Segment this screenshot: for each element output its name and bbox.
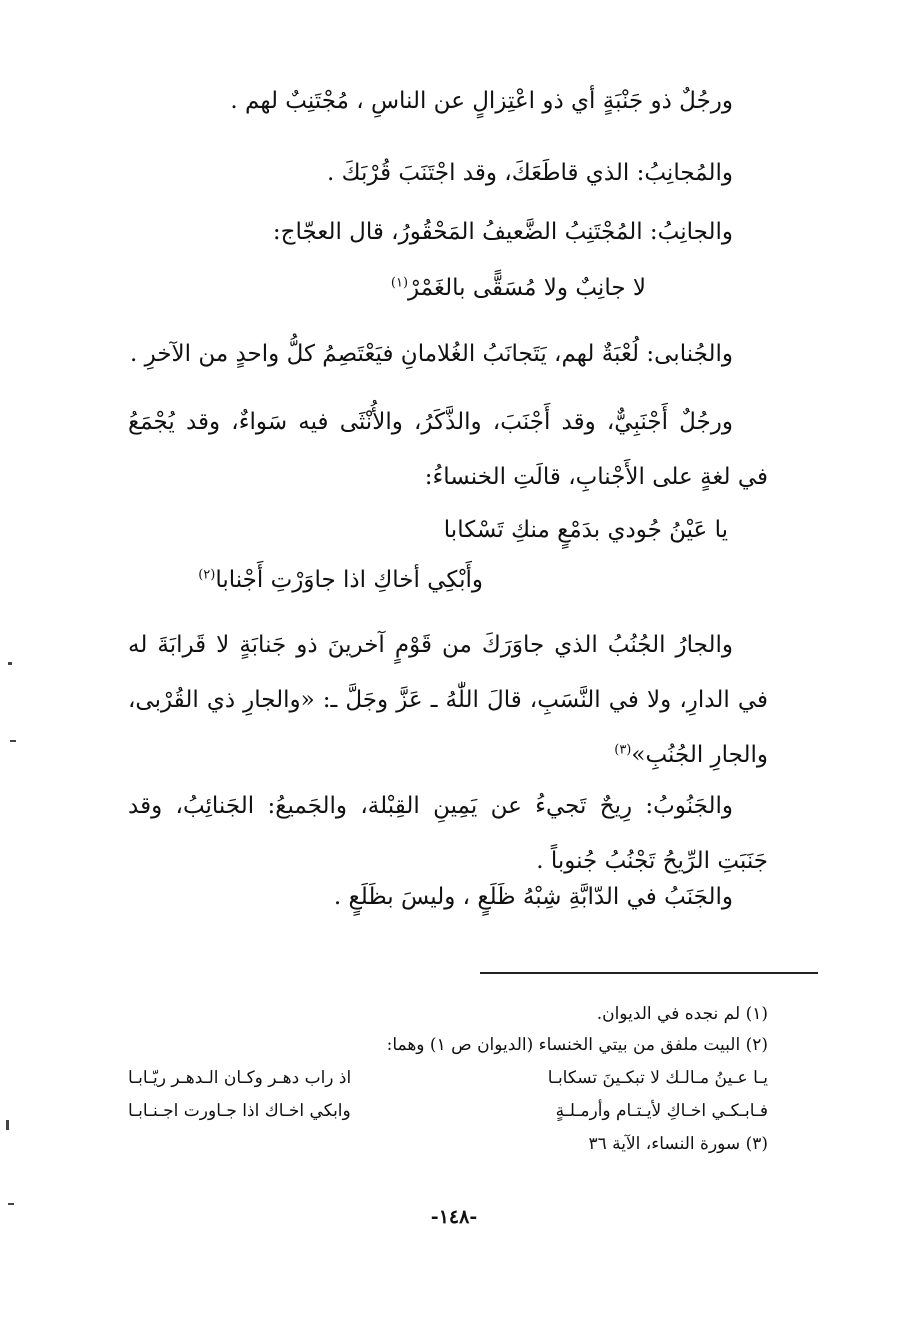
paragraph-1: ورجُلٌ ذو جَنْبَةٍ أي ذو اعْتِزالٍ عن الناسِ ، مُجْتَنِبٌ لهم . xyxy=(230,88,733,114)
footnote-3: (٣) سورة النساء، الآية ٣٦ xyxy=(588,1134,768,1154)
paragraph-5: ورجُلٌ أَجْنَبِيٌّ، وقد أَجْنَبَ، والذَّكَرُ، والأُنْثَى فيه سَواءٌ، وقد يُجْمَعُ في لغةٍ على الأَجْنابِ، قالَتِ الخنساءُ: xyxy=(128,409,768,490)
paragraph-3: والجانِبُ: المُجْتَنِبُ الضَّعيفُ المَحْقُورُ، قال العجّاج: xyxy=(272,219,733,245)
verse-2-second xyxy=(198,560,483,600)
scan-speck xyxy=(6,1120,9,1130)
footnote-2: (٢) البيت ملفق من بيتي الخنساء (الديوان ص ١) وهما: xyxy=(386,1035,768,1055)
paragraph-6 xyxy=(128,618,768,783)
paragraph-2: والمُجانِبُ: الذي قاطَعَكَ، وقد اجْتَنَبَ قُرْبَكَ . xyxy=(327,160,733,186)
paragraph-4: والجُنابى: لُعْبَةٌ لهم، يَتَجانَبُ الغُلامانِ فيَعْتَصِمُ كلُّ واحدٍ من الآخرِ . xyxy=(130,341,733,367)
paragraph-8: والجَنَبُ في الدّابَّةِ شِبْهُ ظَلَعٍ ، وليسَ بظَلَعٍ . xyxy=(333,884,733,910)
verse-2-first: يا عَيْنُ جُودي بدَمْعٍ منكِ تَسْكابا xyxy=(443,517,728,543)
footnote-verse-1-first: يـا عـينُ مـالـك لا تبكـينَ تسكابـا xyxy=(547,1068,768,1088)
footnote-ref-3: (٣) xyxy=(614,742,632,758)
paragraph-7: والجَنُوبُ: رِيحٌ تَجيءُ عن يَمِينِ القِبْلة، والجَميعُ: الجَنائِبُ، وقد جَنَبَتِ الرِّيحُ تَجْنُبُ جُنوباً . xyxy=(128,793,768,874)
scan-speck xyxy=(8,662,12,665)
scan-speck xyxy=(10,740,16,742)
scan-speck xyxy=(8,1203,14,1205)
footnote-ref-1: (١) xyxy=(390,275,409,291)
verse-1 xyxy=(391,268,646,308)
footnote-verse-1 xyxy=(128,1064,768,1092)
page-number: -١٤٨- xyxy=(430,1206,478,1228)
footnote-separator xyxy=(480,972,818,974)
verse-2-second-text: وأَبْكِي أخاكِ اذا جاوَرْتِ أَجْنابا xyxy=(215,567,483,593)
footnote-ref-2: (٢) xyxy=(198,567,216,583)
footnote-verse-2-first: فـابـكـي اخـاكِ لأيـتـام وأرمـلـةٍ xyxy=(555,1101,768,1121)
verse-1-text: لا جانِبٌ ولا مُسَقًّى بالغَمْرْ xyxy=(408,275,646,301)
footnote-verse-2 xyxy=(128,1097,768,1125)
footnote-1: (١) لم نجده في الديوان. xyxy=(596,1004,768,1024)
footnote-verse-1-second: اذ راب دهـر وكـان الـدهـر ريّـابـا xyxy=(128,1068,352,1088)
footnote-verse-2-second: وابكي اخـاك اذا جـاورت اجـنـابـا xyxy=(128,1101,351,1121)
paragraph-6-text: والجارُ الجُنُبُ الذي جاوَرَكَ من قَوْمٍ آخرينَ ذو جَنابَةٍ لا قَرابَةَ له في الدارِ، ولا في النَّسَبِ، قالَ اللّٰهُ ـ عَزَّ وجَلَّ ـ: «والجارِ ذي القُرْبى، والجارِ الجُنُبِ» xyxy=(128,632,768,768)
